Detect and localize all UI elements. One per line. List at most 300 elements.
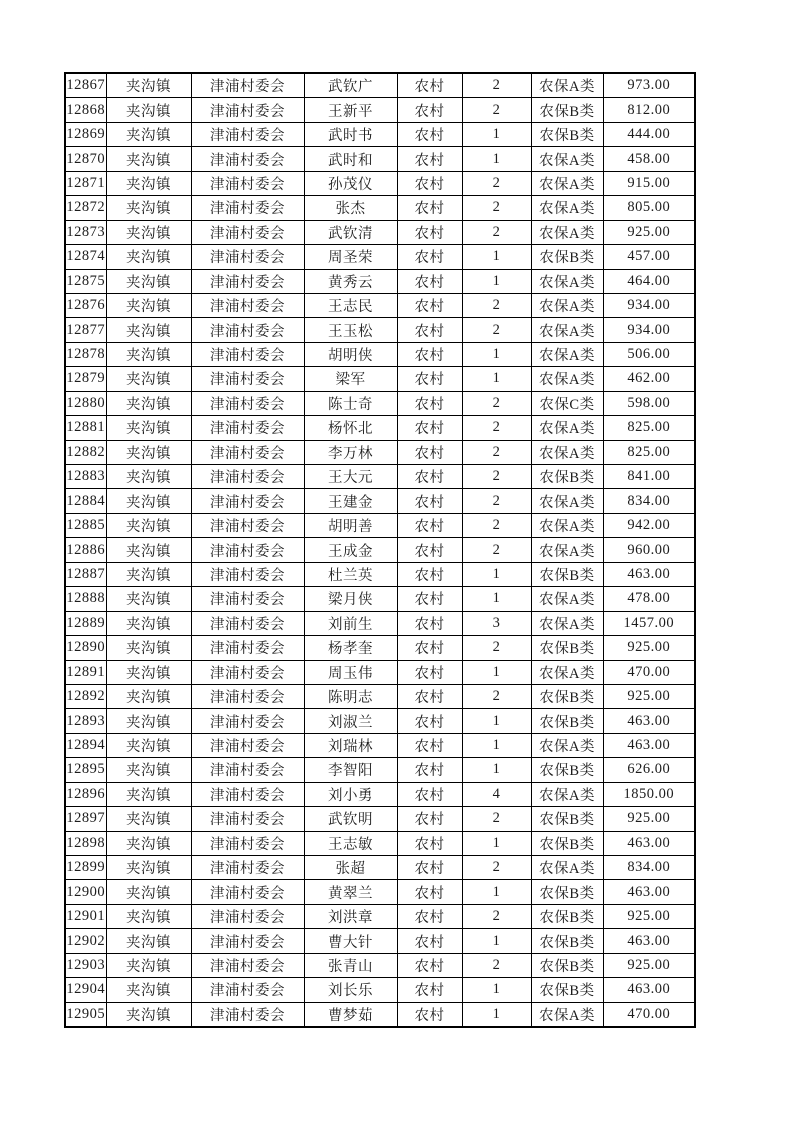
table-row — [65, 220, 695, 244]
cell-amount: 462.00 — [603, 367, 695, 391]
cell-residence-type: 农村 — [397, 782, 462, 806]
cell-serial-number: 12882 — [65, 440, 106, 464]
cell-insurance-category: 农保B类 — [531, 465, 603, 489]
cell-town: 夹沟镇 — [106, 807, 191, 831]
cell-village-committee: 津浦村委会 — [191, 269, 304, 293]
cell-person-name: 王志民 — [304, 293, 397, 317]
cell-insurance-category: 农保B类 — [531, 880, 603, 904]
cell-village-committee: 津浦村委会 — [191, 733, 304, 757]
cell-residence-type: 农村 — [397, 465, 462, 489]
cell-village-committee: 津浦村委会 — [191, 171, 304, 195]
cell-amount: 478.00 — [603, 587, 695, 611]
cell-serial-number: 12874 — [65, 245, 106, 269]
cell-residence-type: 农村 — [397, 489, 462, 513]
table-row — [65, 953, 695, 977]
cell-insurance-category: 农保B类 — [531, 929, 603, 953]
table-row — [65, 611, 695, 635]
cell-serial-number: 12890 — [65, 636, 106, 660]
cell-person-name: 王志敏 — [304, 831, 397, 855]
cell-insurance-category: 农保A类 — [531, 196, 603, 220]
cell-insurance-category: 农保A类 — [531, 342, 603, 366]
cell-person-name: 刘前生 — [304, 611, 397, 635]
pension-payment-table — [64, 72, 696, 1028]
table-row — [65, 196, 695, 220]
cell-town: 夹沟镇 — [106, 831, 191, 855]
cell-person-count: 2 — [462, 98, 531, 122]
table-row — [65, 758, 695, 782]
cell-insurance-category: 农保A类 — [531, 269, 603, 293]
cell-town: 夹沟镇 — [106, 367, 191, 391]
cell-person-name: 武时书 — [304, 122, 397, 146]
cell-residence-type: 农村 — [397, 538, 462, 562]
cell-town: 夹沟镇 — [106, 856, 191, 880]
cell-person-name: 张超 — [304, 856, 397, 880]
cell-residence-type: 农村 — [397, 904, 462, 928]
cell-residence-type: 农村 — [397, 587, 462, 611]
cell-serial-number: 12871 — [65, 171, 106, 195]
cell-town: 夹沟镇 — [106, 147, 191, 171]
cell-insurance-category: 农保B类 — [531, 978, 603, 1002]
cell-village-committee: 津浦村委会 — [191, 636, 304, 660]
cell-serial-number: 12894 — [65, 733, 106, 757]
cell-serial-number: 12899 — [65, 856, 106, 880]
cell-person-name: 王成金 — [304, 538, 397, 562]
cell-serial-number: 12896 — [65, 782, 106, 806]
table-row — [65, 147, 695, 171]
cell-insurance-category: 农保A类 — [531, 660, 603, 684]
cell-town: 夹沟镇 — [106, 391, 191, 415]
cell-amount: 825.00 — [603, 440, 695, 464]
table-row — [65, 342, 695, 366]
cell-serial-number: 12867 — [65, 73, 106, 98]
cell-town: 夹沟镇 — [106, 587, 191, 611]
cell-person-name: 孙茂仪 — [304, 171, 397, 195]
cell-village-committee: 津浦村委会 — [191, 318, 304, 342]
cell-town: 夹沟镇 — [106, 98, 191, 122]
cell-village-committee: 津浦村委会 — [191, 196, 304, 220]
cell-serial-number: 12869 — [65, 122, 106, 146]
table-row — [65, 684, 695, 708]
cell-serial-number: 12900 — [65, 880, 106, 904]
cell-residence-type: 农村 — [397, 953, 462, 977]
cell-person-name: 李万林 — [304, 440, 397, 464]
cell-person-name: 周玉伟 — [304, 660, 397, 684]
cell-village-committee: 津浦村委会 — [191, 416, 304, 440]
cell-serial-number: 12887 — [65, 562, 106, 586]
cell-village-committee: 津浦村委会 — [191, 562, 304, 586]
cell-town: 夹沟镇 — [106, 758, 191, 782]
cell-amount: 960.00 — [603, 538, 695, 562]
cell-serial-number: 12880 — [65, 391, 106, 415]
cell-serial-number: 12872 — [65, 196, 106, 220]
cell-person-name: 李智阳 — [304, 758, 397, 782]
cell-village-committee: 津浦村委会 — [191, 856, 304, 880]
cell-insurance-category: 农保A类 — [531, 856, 603, 880]
cell-amount: 841.00 — [603, 465, 695, 489]
cell-serial-number: 12879 — [65, 367, 106, 391]
cell-serial-number: 12898 — [65, 831, 106, 855]
cell-amount: 463.00 — [603, 978, 695, 1002]
cell-residence-type: 农村 — [397, 171, 462, 195]
cell-person-name: 刘淑兰 — [304, 709, 397, 733]
cell-person-name: 曹大针 — [304, 929, 397, 953]
cell-serial-number: 12888 — [65, 587, 106, 611]
cell-serial-number: 12881 — [65, 416, 106, 440]
cell-amount: 805.00 — [603, 196, 695, 220]
cell-serial-number: 12878 — [65, 342, 106, 366]
cell-insurance-category: 农保A类 — [531, 147, 603, 171]
cell-town: 夹沟镇 — [106, 220, 191, 244]
cell-residence-type: 农村 — [397, 831, 462, 855]
cell-residence-type: 农村 — [397, 220, 462, 244]
table-row — [65, 391, 695, 415]
cell-person-name: 武钦明 — [304, 807, 397, 831]
cell-serial-number: 12903 — [65, 953, 106, 977]
cell-amount: 834.00 — [603, 856, 695, 880]
cell-insurance-category: 农保A类 — [531, 318, 603, 342]
cell-town: 夹沟镇 — [106, 1002, 191, 1027]
cell-person-name: 黄秀云 — [304, 269, 397, 293]
cell-amount: 915.00 — [603, 171, 695, 195]
cell-town: 夹沟镇 — [106, 904, 191, 928]
cell-insurance-category: 农保B类 — [531, 807, 603, 831]
cell-residence-type: 农村 — [397, 856, 462, 880]
cell-village-committee: 津浦村委会 — [191, 147, 304, 171]
cell-residence-type: 农村 — [397, 929, 462, 953]
cell-village-committee: 津浦村委会 — [191, 904, 304, 928]
cell-residence-type: 农村 — [397, 636, 462, 660]
cell-person-name: 王大元 — [304, 465, 397, 489]
cell-amount: 1457.00 — [603, 611, 695, 635]
cell-amount: 942.00 — [603, 513, 695, 537]
cell-town: 夹沟镇 — [106, 513, 191, 537]
cell-person-count: 1 — [462, 758, 531, 782]
cell-town: 夹沟镇 — [106, 636, 191, 660]
cell-town: 夹沟镇 — [106, 171, 191, 195]
cell-residence-type: 农村 — [397, 318, 462, 342]
cell-serial-number: 12889 — [65, 611, 106, 635]
table-row — [65, 293, 695, 317]
cell-person-count: 2 — [462, 636, 531, 660]
cell-village-committee: 津浦村委会 — [191, 465, 304, 489]
cell-amount: 925.00 — [603, 636, 695, 660]
table-row — [65, 98, 695, 122]
cell-person-count: 2 — [462, 293, 531, 317]
cell-town: 夹沟镇 — [106, 196, 191, 220]
cell-person-count: 1 — [462, 880, 531, 904]
table-row — [65, 245, 695, 269]
cell-amount: 458.00 — [603, 147, 695, 171]
cell-amount: 457.00 — [603, 245, 695, 269]
table-row — [65, 904, 695, 928]
cell-town: 夹沟镇 — [106, 929, 191, 953]
cell-serial-number: 12870 — [65, 147, 106, 171]
cell-person-name: 陈士奇 — [304, 391, 397, 415]
cell-residence-type: 农村 — [397, 440, 462, 464]
cell-person-count: 2 — [462, 953, 531, 977]
cell-village-committee: 津浦村委会 — [191, 660, 304, 684]
cell-serial-number: 12892 — [65, 684, 106, 708]
cell-person-count: 1 — [462, 929, 531, 953]
cell-person-count: 2 — [462, 904, 531, 928]
table-row — [65, 636, 695, 660]
cell-amount: 925.00 — [603, 684, 695, 708]
cell-person-count: 1 — [462, 342, 531, 366]
table-body — [65, 73, 695, 1027]
cell-village-committee: 津浦村委会 — [191, 440, 304, 464]
cell-serial-number: 12902 — [65, 929, 106, 953]
cell-town: 夹沟镇 — [106, 709, 191, 733]
cell-insurance-category: 农保A类 — [531, 782, 603, 806]
cell-person-count: 1 — [462, 587, 531, 611]
cell-residence-type: 农村 — [397, 709, 462, 733]
cell-amount: 973.00 — [603, 73, 695, 98]
cell-serial-number: 12905 — [65, 1002, 106, 1027]
table-row — [65, 122, 695, 146]
cell-amount: 463.00 — [603, 929, 695, 953]
cell-insurance-category: 农保A类 — [531, 416, 603, 440]
cell-insurance-category: 农保A类 — [531, 1002, 603, 1027]
cell-person-name: 刘小勇 — [304, 782, 397, 806]
cell-serial-number: 12885 — [65, 513, 106, 537]
table-row — [65, 513, 695, 537]
cell-village-committee: 津浦村委会 — [191, 538, 304, 562]
cell-amount: 626.00 — [603, 758, 695, 782]
table-row — [65, 587, 695, 611]
cell-serial-number: 12901 — [65, 904, 106, 928]
cell-insurance-category: 农保B类 — [531, 758, 603, 782]
cell-insurance-category: 农保B类 — [531, 904, 603, 928]
cell-village-committee: 津浦村委会 — [191, 611, 304, 635]
cell-insurance-category: 农保A类 — [531, 513, 603, 537]
cell-residence-type: 农村 — [397, 342, 462, 366]
cell-amount: 834.00 — [603, 489, 695, 513]
cell-person-name: 武时和 — [304, 147, 397, 171]
cell-serial-number: 12897 — [65, 807, 106, 831]
cell-person-name: 张青山 — [304, 953, 397, 977]
cell-village-committee: 津浦村委会 — [191, 709, 304, 733]
cell-person-count: 2 — [462, 807, 531, 831]
cell-residence-type: 农村 — [397, 391, 462, 415]
cell-insurance-category: 农保B类 — [531, 831, 603, 855]
cell-town: 夹沟镇 — [106, 318, 191, 342]
cell-village-committee: 津浦村委会 — [191, 220, 304, 244]
cell-village-committee: 津浦村委会 — [191, 293, 304, 317]
cell-residence-type: 农村 — [397, 880, 462, 904]
cell-village-committee: 津浦村委会 — [191, 587, 304, 611]
cell-amount: 812.00 — [603, 98, 695, 122]
cell-town: 夹沟镇 — [106, 245, 191, 269]
table-row — [65, 318, 695, 342]
cell-amount: 925.00 — [603, 807, 695, 831]
cell-serial-number: 12884 — [65, 489, 106, 513]
cell-insurance-category: 农保A类 — [531, 611, 603, 635]
cell-amount: 598.00 — [603, 391, 695, 415]
table-row — [65, 269, 695, 293]
cell-town: 夹沟镇 — [106, 73, 191, 98]
cell-insurance-category: 农保A类 — [531, 587, 603, 611]
cell-amount: 464.00 — [603, 269, 695, 293]
cell-person-name: 刘瑞林 — [304, 733, 397, 757]
cell-town: 夹沟镇 — [106, 440, 191, 464]
cell-person-count: 2 — [462, 196, 531, 220]
table-row — [65, 978, 695, 1002]
cell-person-count: 1 — [462, 831, 531, 855]
cell-village-committee: 津浦村委会 — [191, 513, 304, 537]
table-row — [65, 709, 695, 733]
cell-residence-type: 农村 — [397, 122, 462, 146]
table-row — [65, 856, 695, 880]
cell-insurance-category: 农保B类 — [531, 122, 603, 146]
cell-village-committee: 津浦村委会 — [191, 880, 304, 904]
cell-town: 夹沟镇 — [106, 465, 191, 489]
cell-residence-type: 农村 — [397, 562, 462, 586]
cell-person-name: 刘洪章 — [304, 904, 397, 928]
cell-insurance-category: 农保B类 — [531, 98, 603, 122]
cell-village-committee: 津浦村委会 — [191, 122, 304, 146]
cell-village-committee: 津浦村委会 — [191, 342, 304, 366]
cell-person-count: 2 — [462, 73, 531, 98]
cell-town: 夹沟镇 — [106, 122, 191, 146]
cell-person-count: 1 — [462, 147, 531, 171]
cell-serial-number: 12893 — [65, 709, 106, 733]
table-row — [65, 807, 695, 831]
cell-residence-type: 农村 — [397, 758, 462, 782]
cell-residence-type: 农村 — [397, 73, 462, 98]
table-row — [65, 538, 695, 562]
cell-serial-number: 12883 — [65, 465, 106, 489]
cell-residence-type: 农村 — [397, 1002, 462, 1027]
cell-person-count: 1 — [462, 733, 531, 757]
cell-person-count: 4 — [462, 782, 531, 806]
cell-town: 夹沟镇 — [106, 611, 191, 635]
cell-person-count: 3 — [462, 611, 531, 635]
cell-insurance-category: 农保A类 — [531, 538, 603, 562]
table-row — [65, 562, 695, 586]
table-row — [65, 831, 695, 855]
cell-insurance-category: 农保A类 — [531, 733, 603, 757]
cell-amount: 463.00 — [603, 562, 695, 586]
cell-town: 夹沟镇 — [106, 782, 191, 806]
cell-person-name: 陈明志 — [304, 684, 397, 708]
cell-person-name: 胡明侠 — [304, 342, 397, 366]
cell-residence-type: 农村 — [397, 660, 462, 684]
cell-person-count: 2 — [462, 538, 531, 562]
cell-residence-type: 农村 — [397, 978, 462, 1002]
cell-person-count: 1 — [462, 245, 531, 269]
cell-residence-type: 农村 — [397, 684, 462, 708]
cell-village-committee: 津浦村委会 — [191, 758, 304, 782]
cell-person-name: 曹梦茹 — [304, 1002, 397, 1027]
table-row — [65, 367, 695, 391]
cell-village-committee: 津浦村委会 — [191, 929, 304, 953]
cell-person-name: 张杰 — [304, 196, 397, 220]
cell-person-name: 梁月侠 — [304, 587, 397, 611]
cell-serial-number: 12904 — [65, 978, 106, 1002]
cell-village-committee: 津浦村委会 — [191, 1002, 304, 1027]
cell-serial-number: 12876 — [65, 293, 106, 317]
cell-amount: 506.00 — [603, 342, 695, 366]
cell-person-count: 1 — [462, 122, 531, 146]
cell-person-count: 2 — [462, 171, 531, 195]
cell-person-count: 2 — [462, 416, 531, 440]
cell-insurance-category: 农保B类 — [531, 953, 603, 977]
table-row — [65, 73, 695, 98]
table-row — [65, 660, 695, 684]
cell-person-count: 1 — [462, 1002, 531, 1027]
cell-village-committee: 津浦村委会 — [191, 684, 304, 708]
table-row — [65, 929, 695, 953]
cell-town: 夹沟镇 — [106, 953, 191, 977]
cell-insurance-category: 农保A类 — [531, 367, 603, 391]
cell-amount: 925.00 — [603, 220, 695, 244]
table-row — [65, 1002, 695, 1027]
cell-person-name: 胡明善 — [304, 513, 397, 537]
cell-town: 夹沟镇 — [106, 733, 191, 757]
cell-insurance-category: 农保A类 — [531, 220, 603, 244]
cell-amount: 463.00 — [603, 709, 695, 733]
cell-amount: 470.00 — [603, 660, 695, 684]
cell-town: 夹沟镇 — [106, 880, 191, 904]
cell-residence-type: 农村 — [397, 293, 462, 317]
cell-person-count: 2 — [462, 220, 531, 244]
cell-serial-number: 12895 — [65, 758, 106, 782]
cell-person-count: 1 — [462, 978, 531, 1002]
cell-insurance-category: 农保B类 — [531, 709, 603, 733]
cell-person-name: 武钦清 — [304, 220, 397, 244]
cell-person-name: 梁军 — [304, 367, 397, 391]
cell-town: 夹沟镇 — [106, 684, 191, 708]
cell-town: 夹沟镇 — [106, 660, 191, 684]
cell-insurance-category: 农保A类 — [531, 73, 603, 98]
cell-village-committee: 津浦村委会 — [191, 807, 304, 831]
cell-residence-type: 农村 — [397, 269, 462, 293]
cell-village-committee: 津浦村委会 — [191, 391, 304, 415]
cell-village-committee: 津浦村委会 — [191, 831, 304, 855]
cell-amount: 470.00 — [603, 1002, 695, 1027]
cell-serial-number: 12868 — [65, 98, 106, 122]
cell-person-name: 王建金 — [304, 489, 397, 513]
cell-residence-type: 农村 — [397, 367, 462, 391]
cell-town: 夹沟镇 — [106, 978, 191, 1002]
cell-person-count: 1 — [462, 709, 531, 733]
cell-person-count: 2 — [462, 318, 531, 342]
cell-village-committee: 津浦村委会 — [191, 978, 304, 1002]
cell-residence-type: 农村 — [397, 733, 462, 757]
cell-town: 夹沟镇 — [106, 489, 191, 513]
cell-person-name: 杨怀北 — [304, 416, 397, 440]
table-row — [65, 782, 695, 806]
table-row — [65, 880, 695, 904]
cell-person-count: 2 — [462, 684, 531, 708]
cell-insurance-category: 农保B类 — [531, 562, 603, 586]
cell-residence-type: 农村 — [397, 98, 462, 122]
cell-person-name: 周圣荣 — [304, 245, 397, 269]
cell-insurance-category: 农保B类 — [531, 684, 603, 708]
cell-person-name: 王玉松 — [304, 318, 397, 342]
cell-insurance-category: 农保A类 — [531, 440, 603, 464]
cell-insurance-category: 农保A类 — [531, 489, 603, 513]
cell-insurance-category: 农保A类 — [531, 171, 603, 195]
cell-town: 夹沟镇 — [106, 342, 191, 366]
cell-town: 夹沟镇 — [106, 416, 191, 440]
cell-serial-number: 12891 — [65, 660, 106, 684]
cell-serial-number: 12877 — [65, 318, 106, 342]
cell-person-count: 2 — [462, 440, 531, 464]
cell-serial-number: 12886 — [65, 538, 106, 562]
cell-village-committee: 津浦村委会 — [191, 367, 304, 391]
cell-serial-number: 12875 — [65, 269, 106, 293]
